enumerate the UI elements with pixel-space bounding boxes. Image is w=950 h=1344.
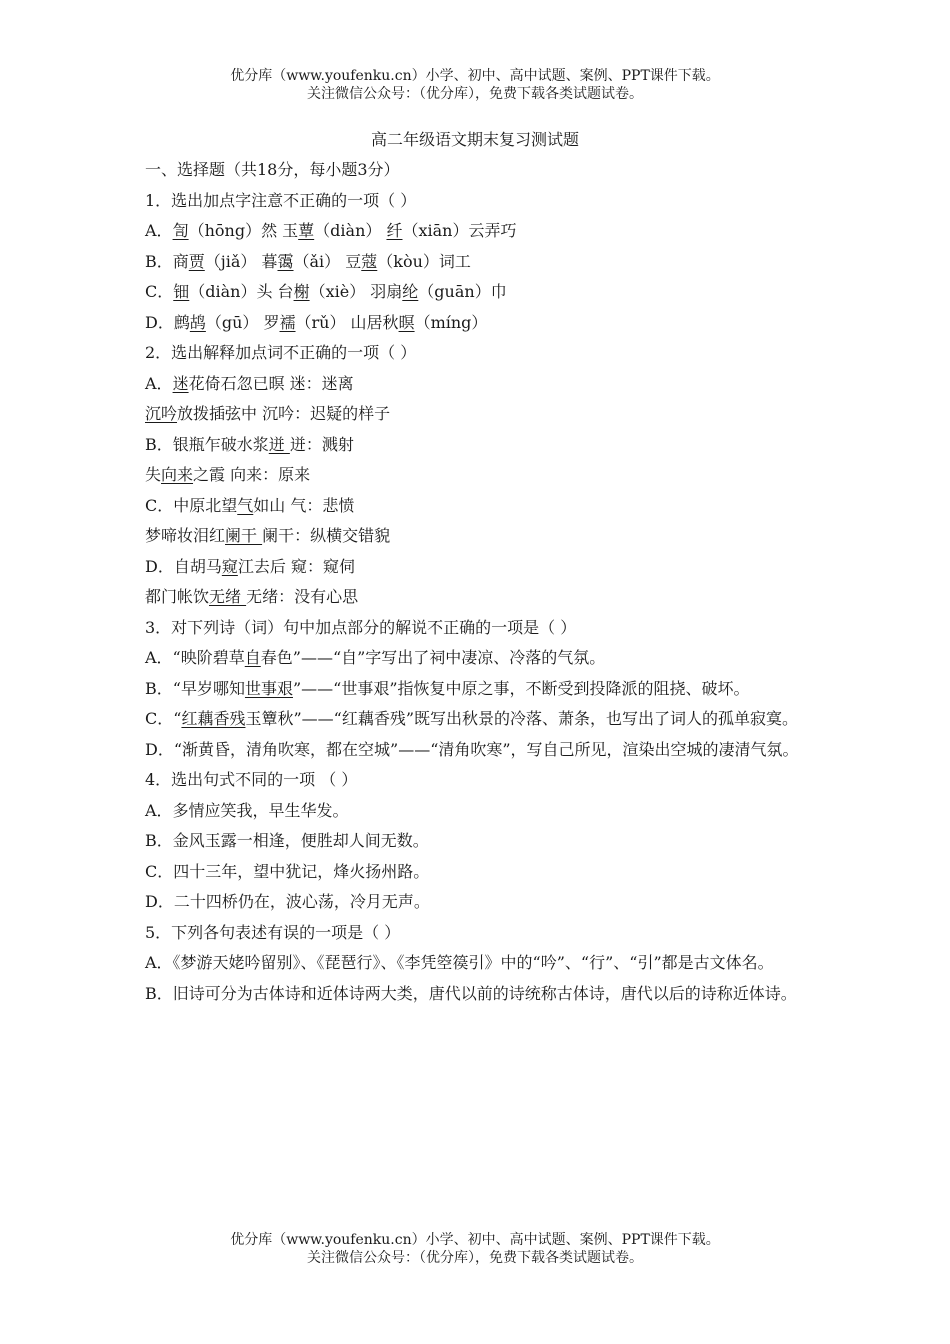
header-line-2: 关注微信公众号：（优分库），免费下载各类试题试卷。 [307,86,643,102]
q2-option-d-line2: 都门帐饮无绪 无绪：没有心思 [145,587,359,606]
q2-option-b-line1: B．银瓶乍破水浆迸 迸：溅射 [145,434,354,454]
page-footer [0,1231,950,1267]
q3-option-c: C．“红藕香残玉簟秋”——“红藕香残”既写出秋景的冷落、萧条，也写出了词人的孤单寂寞。 [145,709,798,728]
q4-stem: 4．选出句式不同的一项 （ ） [145,770,358,789]
q5-option-a: A．《梦游天姥吟留别》、《琵琶行》、《李凭箜篌引》中的“吟”、“行”、“引”都是古文体名。 [145,953,774,972]
q2-option-b-line2: 失向来之霞 向来：原来 [145,465,311,484]
q1-option-b: B．商贾（jiǎ） 暮霭（ǎi） 豆蔻（kòu）词工 [145,251,471,271]
q1-option-c: C．钿（diàn）头 台榭（xiè） 羽扇纶（guān）巾 [145,282,507,301]
q3-stem: 3．对下列诗（词）句中加点部分的解说不正确的一项是（ ） [145,617,577,637]
page-header [0,67,950,103]
q4-option-c: C．四十三年，望中犹记，烽火扬州路。 [145,861,430,881]
footer-line-1: 优分库（www.youfenku.cn）小学、初中、高中试题、案例、PPT课件下载。 [230,1232,720,1248]
q2-option-a-line2: 沉吟放拨插弦中 沉吟：迟疑的样子 [145,404,391,423]
q2-option-c-line2: 梦啼妆泪红阑干 阑干：纵横交错貌 [145,526,391,545]
q1-option-a: A．訇（hōng）然 玉蕈（diàn） 纤（xiān）云弄巧 [145,221,517,240]
q2-option-c-line1: C．中原北望气如山 气：悲愤 [145,495,355,515]
q5-option-b: B．旧诗可分为古体诗和近体诗两大类，唐代以前的诗统称古体诗，唐代以后的诗称近体诗。 [145,983,797,1003]
q2-option-d-line1: D．自胡马窥江去后 窥：窥伺 [145,556,355,576]
q2-option-a-line1: A．迷花倚石忽已暝 迷：迷离 [145,373,354,393]
document-title: 高二年级语文期末复习测试题 [370,130,579,149]
header-line-1: 优分库（www.youfenku.cn）小学、初中、高中试题、案例、PPT课件下载。 [230,68,720,84]
q3-option-b: B．“早岁哪知世事艰”——“世事艰”指恢复中原之事，不断受到投降派的阻挠、破坏。 [145,678,750,698]
q1-option-d: D．鹧鸪（gū） 罗襦（rǔ） 山居秋暝（míng） [145,312,488,332]
section-heading: 一、选择题（共18分，每小题3分） [145,160,400,179]
q5-stem: 5．下列各句表述有误的一项是（ ） [145,922,401,942]
q3-option-d: D．“渐黄昏，清角吹寒，都在空城”——“清角吹寒”，写自己所见，渲染出空城的凄清气氛。 [145,739,799,759]
footer-line-2: 关注微信公众号：（优分库），免费下载各类试题试卷。 [307,1250,643,1266]
q4-option-b: B．金风玉露一相逢，便胜却人间无数。 [145,831,429,850]
q1-stem: 1．选出加点字注意不正确的一项（ ） [145,190,417,210]
document-body [145,155,815,1009]
q4-option-a: A．多情应笑我，早生华发。 [145,800,349,820]
q2-stem: 2．选出解释加点词不正确的一项（ ） [145,343,417,362]
q3-option-a: A．“映阶碧草自春色”——“自”字写出了祠中凄凉、冷落的气氛。 [145,648,606,667]
q4-option-d: D．二十四桥仍在，波心荡，冷月无声。 [145,892,430,911]
